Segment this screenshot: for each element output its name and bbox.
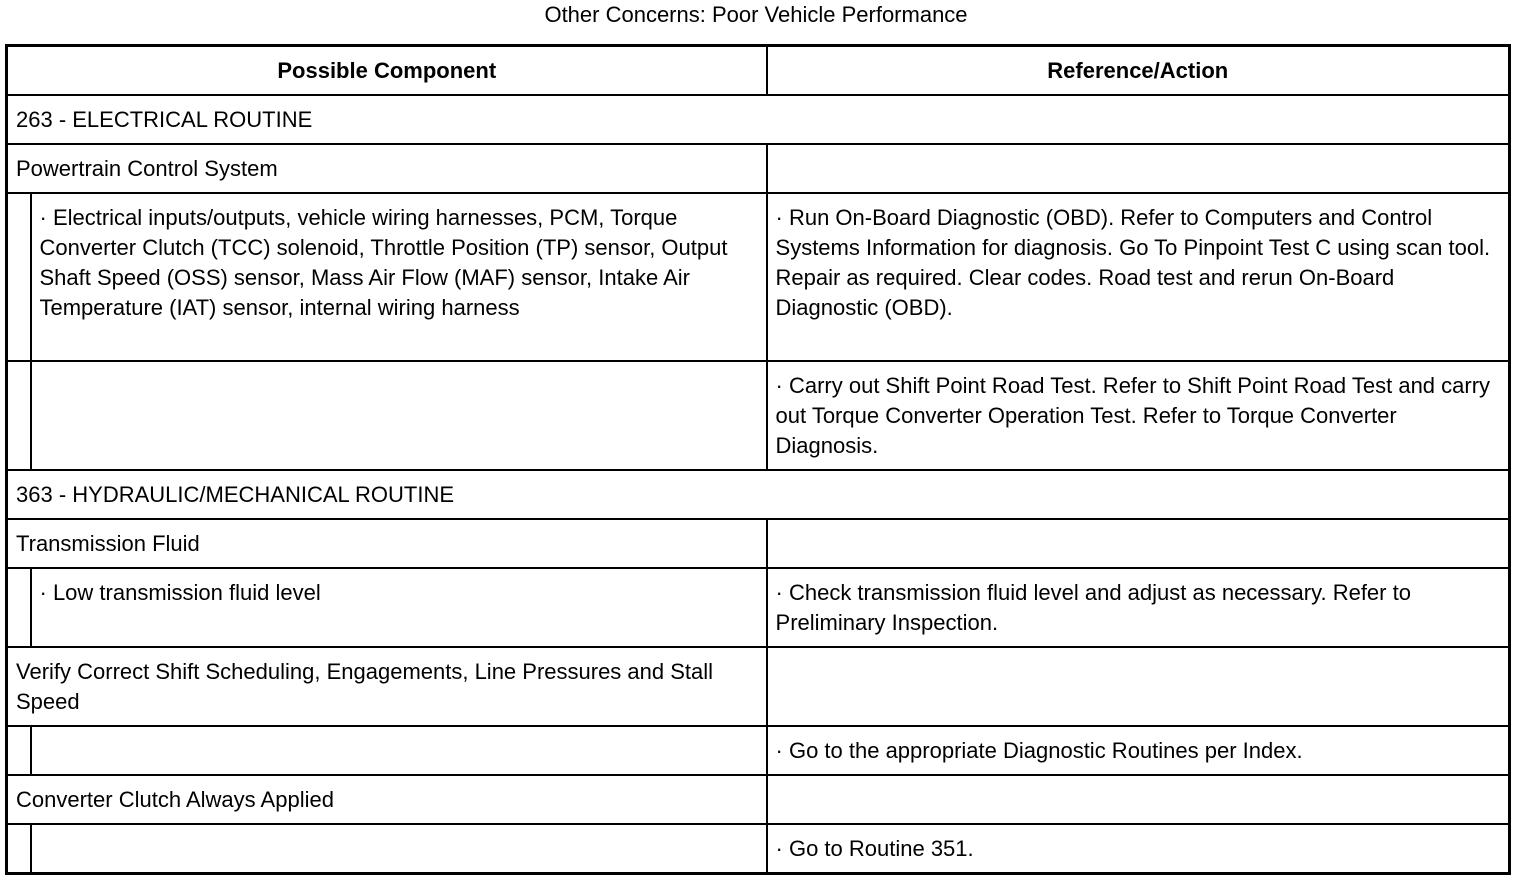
table-row bbox=[7, 726, 1510, 775]
group-action-empty bbox=[767, 775, 1510, 824]
header-possible-component: Possible Component bbox=[7, 46, 767, 96]
indent-cell bbox=[7, 361, 31, 470]
document-title: Other Concerns: Poor Vehicle Performance bbox=[544, 2, 968, 27]
action-cell: · Check transmission fluid level and adjust as necessary. Refer to Preliminary Inspection. bbox=[767, 568, 1510, 647]
component-cell bbox=[31, 361, 767, 470]
group-heading-converter-clutch: Converter Clutch Always Applied bbox=[7, 775, 767, 824]
group-row bbox=[7, 647, 1510, 726]
group-row bbox=[7, 775, 1510, 824]
group-row bbox=[7, 519, 1510, 568]
component-cell bbox=[31, 726, 767, 775]
indent-cell bbox=[7, 568, 31, 647]
routine-row bbox=[7, 470, 1510, 519]
component-cell: · Electrical inputs/outputs, vehicle wiring harnesses, PCM, Torque Converter Clutch (TCC) solenoid, Throttle Position (TP) sensor, Output Shaft Speed (OSS) sensor, Mass Air Flow (MAF) sensor, Intake Air Temperature (IAT) sensor, internal wiring harness bbox=[31, 193, 767, 361]
diagnosis-table bbox=[5, 44, 1511, 875]
table-row bbox=[7, 824, 1510, 874]
group-row bbox=[7, 144, 1510, 193]
indent-cell bbox=[7, 726, 31, 775]
indent-cell bbox=[7, 824, 31, 874]
group-action-empty bbox=[767, 519, 1510, 568]
action-cell: · Go to Routine 351. bbox=[767, 824, 1510, 874]
table-header-row bbox=[7, 46, 1510, 96]
action-cell: · Run On-Board Diagnostic (OBD). Refer to Computers and Control Systems Information for diagnosis. Go To Pinpoint Test C using scan tool. Repair as required. Clear codes. Road test and rerun On-Board Diagnostic (OBD). bbox=[767, 193, 1510, 361]
routine-heading-hydraulic: 363 - HYDRAULIC/MECHANICAL ROUTINE bbox=[7, 470, 1510, 519]
header-reference-action: Reference/Action bbox=[767, 46, 1510, 96]
table-row bbox=[7, 568, 1510, 647]
table-row bbox=[7, 193, 1510, 361]
indent-cell bbox=[7, 193, 31, 361]
action-cell: · Carry out Shift Point Road Test. Refer to Shift Point Road Test and carry out Torque Converter Operation Test. Refer to Torque Converter Diagnosis. bbox=[767, 361, 1510, 470]
component-cell bbox=[31, 824, 767, 874]
group-heading-transmission-fluid: Transmission Fluid bbox=[7, 519, 767, 568]
group-action-empty bbox=[767, 647, 1510, 726]
group-action-empty bbox=[767, 144, 1510, 193]
routine-row bbox=[7, 95, 1510, 144]
action-cell: · Go to the appropriate Diagnostic Routines per Index. bbox=[767, 726, 1510, 775]
group-heading-verify-shift: Verify Correct Shift Scheduling, Engagements, Line Pressures and Stall Speed bbox=[7, 647, 767, 726]
group-heading-powertrain: Powertrain Control System bbox=[7, 144, 767, 193]
table-row bbox=[7, 361, 1510, 470]
routine-heading-electrical: 263 - ELECTRICAL ROUTINE bbox=[7, 95, 1510, 144]
component-cell: · Low transmission fluid level bbox=[31, 568, 767, 647]
